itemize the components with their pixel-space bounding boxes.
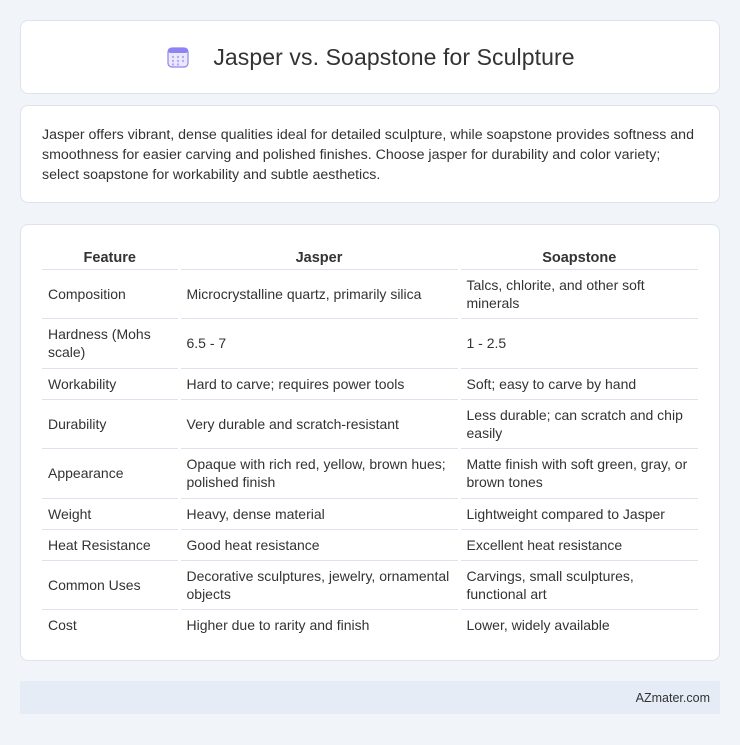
table-row	[42, 498, 698, 529]
feature-cell: Cost	[42, 610, 179, 641]
summary-text: Jasper offers vibrant, dense qualities ideal for detailed sculpture, while soapstone provides softness and smoothness for easier carving and polished finishes. Choose jasper for durability and color variety; select soapstone for workability and subtle aesthetics.	[42, 127, 694, 183]
feature-cell: Appearance	[42, 449, 179, 499]
jasper-cell: Microcrystalline quartz, primarily silica	[179, 269, 459, 319]
feature-cell: Weight	[42, 498, 179, 529]
soapstone-cell: Carvings, small sculptures, functional art	[459, 560, 698, 610]
soapstone-cell: Lower, widely available	[459, 610, 698, 641]
feature-cell: Composition	[42, 269, 179, 319]
jasper-cell: 6.5 - 7	[179, 319, 459, 369]
feature-cell: Workability	[42, 368, 179, 399]
soapstone-cell: Lightweight compared to Jasper	[459, 498, 698, 529]
table-row	[42, 319, 698, 369]
jasper-cell: Heavy, dense material	[179, 498, 459, 529]
table-row	[42, 269, 698, 319]
jasper-cell: Hard to carve; requires power tools	[179, 368, 459, 399]
page-title: Jasper vs. Soapstone for Sculpture	[213, 43, 575, 70]
soapstone-cell: Excellent heat resistance	[459, 529, 698, 560]
table-row	[42, 529, 698, 560]
jasper-cell: Very durable and scratch-resistant	[179, 399, 459, 449]
jasper-cell: Good heat resistance	[179, 529, 459, 560]
table-row	[42, 610, 698, 641]
footer-brand[interactable]: AZmater.com	[635, 690, 710, 705]
jasper-cell: Decorative sculptures, jewelry, ornamental objects	[179, 560, 459, 610]
header-jasper: Jasper	[179, 243, 459, 269]
table-row	[42, 449, 698, 499]
soapstone-cell: Matte finish with soft green, gray, or brown tones	[459, 449, 698, 499]
summary-card	[20, 105, 720, 203]
feature-cell: Common Uses	[42, 560, 179, 610]
table-row	[42, 560, 698, 610]
calendar-icon	[165, 44, 191, 70]
table-row	[42, 368, 698, 399]
table-header-row	[42, 243, 698, 269]
soapstone-cell: 1 - 2.5	[459, 319, 698, 369]
footer	[20, 681, 720, 714]
soapstone-cell: Less durable; can scratch and chip easily	[459, 399, 698, 449]
title-card	[20, 20, 720, 94]
header-feature: Feature	[83, 249, 136, 266]
comparison-table-card	[20, 224, 720, 661]
jasper-cell: Higher due to rarity and finish	[179, 610, 459, 641]
comparison-table	[42, 243, 698, 641]
soapstone-cell: Talcs, chlorite, and other soft minerals	[459, 269, 698, 319]
feature-cell: Heat Resistance	[42, 529, 179, 560]
feature-cell: Durability	[42, 399, 179, 449]
feature-cell: Hardness (Mohs scale)	[42, 319, 179, 369]
table-row	[42, 399, 698, 449]
soapstone-cell: Soft; easy to carve by hand	[459, 368, 698, 399]
jasper-cell: Opaque with rich red, yellow, brown hues; polished finish	[179, 449, 459, 499]
header-soapstone: Soapstone	[459, 243, 698, 269]
